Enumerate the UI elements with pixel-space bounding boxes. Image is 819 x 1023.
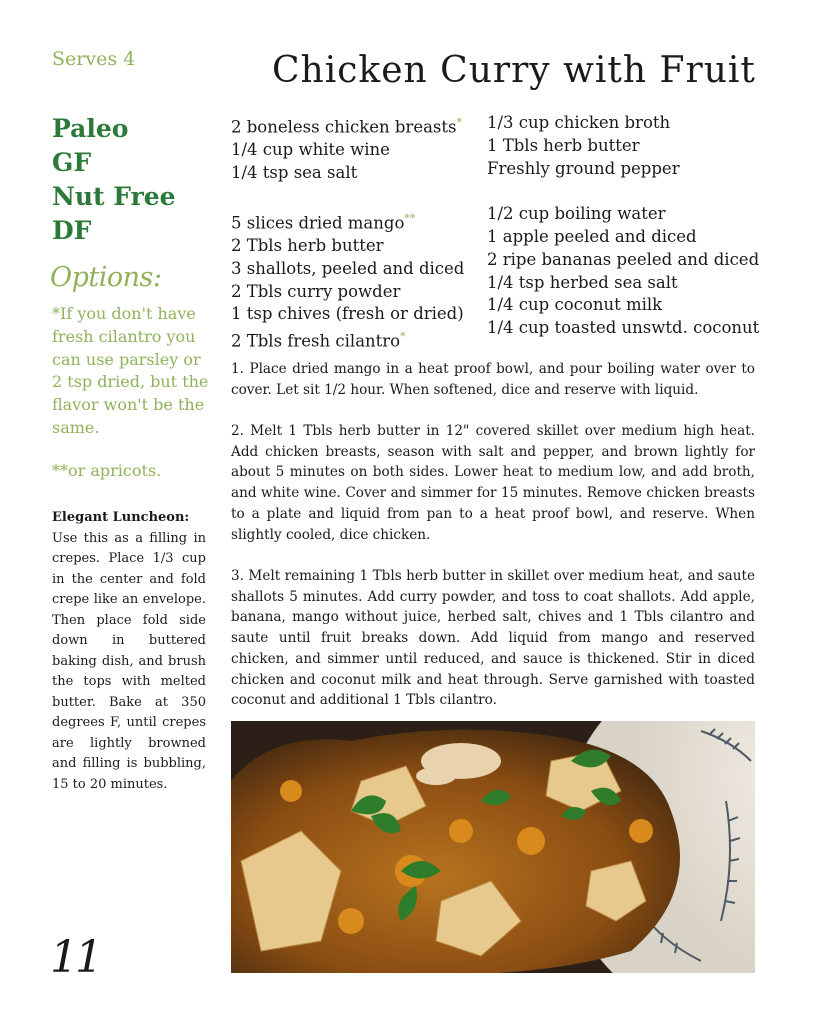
recipe-step: 3. Melt remaining 1 Tbls herb butter in skillet over medium heat, and saute shallots 5 minutes. Add curry powder, and toss to coat shallots. Add apple, banana, mango without juice, herbed salt, chives and 1 Tbls cilantro and saute until fruit breaks down. Add liquid from mango and reserved chicken, and simmer until reduced, and sauce is thickened. Stir in diced chicken and coconut milk and heat through. Serve garnished with toasted coconut and additional 1 Tbls cilantro. (231, 568, 755, 709)
ingredient-item (231, 162, 464, 185)
ingredient-item (231, 303, 464, 326)
luncheon-heading: Elegant Luncheon: (52, 510, 190, 525)
serves-label: Serves 4 (52, 48, 136, 70)
ingredient-item: 2 ripe bananas peeled and diced (487, 249, 760, 269)
ingredient-text: 1 tsp chives (fresh or dried) (231, 304, 464, 324)
ingredient-item: 1 Tbls herb butter (487, 135, 640, 155)
diet-tag: GF (52, 148, 92, 177)
recipe-step: 2. Melt 1 Tbls herb butter in 12" covered skillet over medium high heat. Add chicken breasts, season with salt and pepper, and brown lightly for about 5 minutes on both sides. Lower heat to medium low, and add broth, and white wine. Cover and simmer for 15 minutes. Remove chicken breasts to a plate and liquid from pan to a heat proof bowl, and reserve. When slightly cooled, dice chicken. (231, 423, 755, 543)
ingredient-text: 5 slices dried mango (231, 213, 405, 233)
ingredient-text: 1/4 tsp sea salt (231, 163, 358, 183)
ingredient-spacer (231, 185, 464, 208)
ingredient-text: 3 shallots, peeled and diced (231, 258, 465, 278)
ingredient-item: 1/4 tsp herbed sea salt (487, 272, 678, 292)
options-title: Options: (50, 262, 162, 293)
ingredient-text: 2 boneless chicken breasts (231, 117, 457, 137)
luncheon-text: Use this as a filling in crepes. Place 1/3 cup in the center and fold crepe like an envelope. Then place fold side down in buttered baking dish, and brush the tops with melted butter. Bake at 350 degrees F, until crepes are lightly browned and filling is bubbling, 15 to 20 minutes. (52, 530, 206, 792)
diet-tags (52, 112, 176, 248)
ingredient-text: 2 Tbls curry powder (231, 281, 401, 301)
diet-tag: Nut Free (52, 182, 176, 211)
ingredient-text: 2 Tbls fresh cilantro (231, 331, 401, 351)
footnote-mark: * (456, 116, 462, 129)
recipe-title: Chicken Curry with Fruit (272, 50, 756, 91)
ingredient-item (231, 258, 464, 281)
ingredients-left (231, 112, 464, 353)
dish-photo (231, 721, 755, 973)
options-text: *If you don't have fresh cilantro you can use parsley or 2 tsp dried, but the flavor won't be the same. (52, 304, 209, 437)
ingredients-right (487, 112, 759, 340)
ingredient-item (231, 139, 464, 162)
ingredient-item (231, 208, 464, 235)
page-number: 11 (50, 932, 100, 983)
ingredient-item (231, 235, 464, 258)
ingredient-item (231, 326, 464, 353)
chicken-curry-image (231, 721, 755, 973)
ingredient-item: Freshly ground pepper (487, 158, 680, 178)
luncheon-note (52, 508, 206, 795)
ingredient-item: 1/4 cup toasted unswtd. coconut (487, 318, 760, 338)
diet-tag: Paleo (52, 114, 129, 143)
footnote-mark: ** (404, 211, 416, 225)
recipe-step: 1. Place dried mango in a heat proof bowl, and pour boiling water over to cover. Let sit 1/2 hour. When softened, dice and reserve with liquid. (231, 361, 755, 398)
ingredient-item: 1/4 cup coconut milk (487, 295, 663, 315)
diet-tag: DF (52, 216, 92, 245)
ingredient-text: 2 Tbls herb butter (231, 235, 384, 255)
ingredient-item: 1/2 cup boiling water (487, 204, 666, 224)
ingredient-item: 1/3 cup chicken broth (487, 113, 671, 132)
ingredient-item: 1 apple peeled and diced (487, 226, 697, 246)
options-note: **or apricots. (52, 461, 162, 480)
ingredient-text: 1/4 cup white wine (231, 140, 390, 160)
ingredient-item (231, 281, 464, 304)
ingredient-item (231, 112, 464, 139)
footnote-mark: * (400, 330, 406, 344)
ingredient-spacer (487, 180, 759, 203)
